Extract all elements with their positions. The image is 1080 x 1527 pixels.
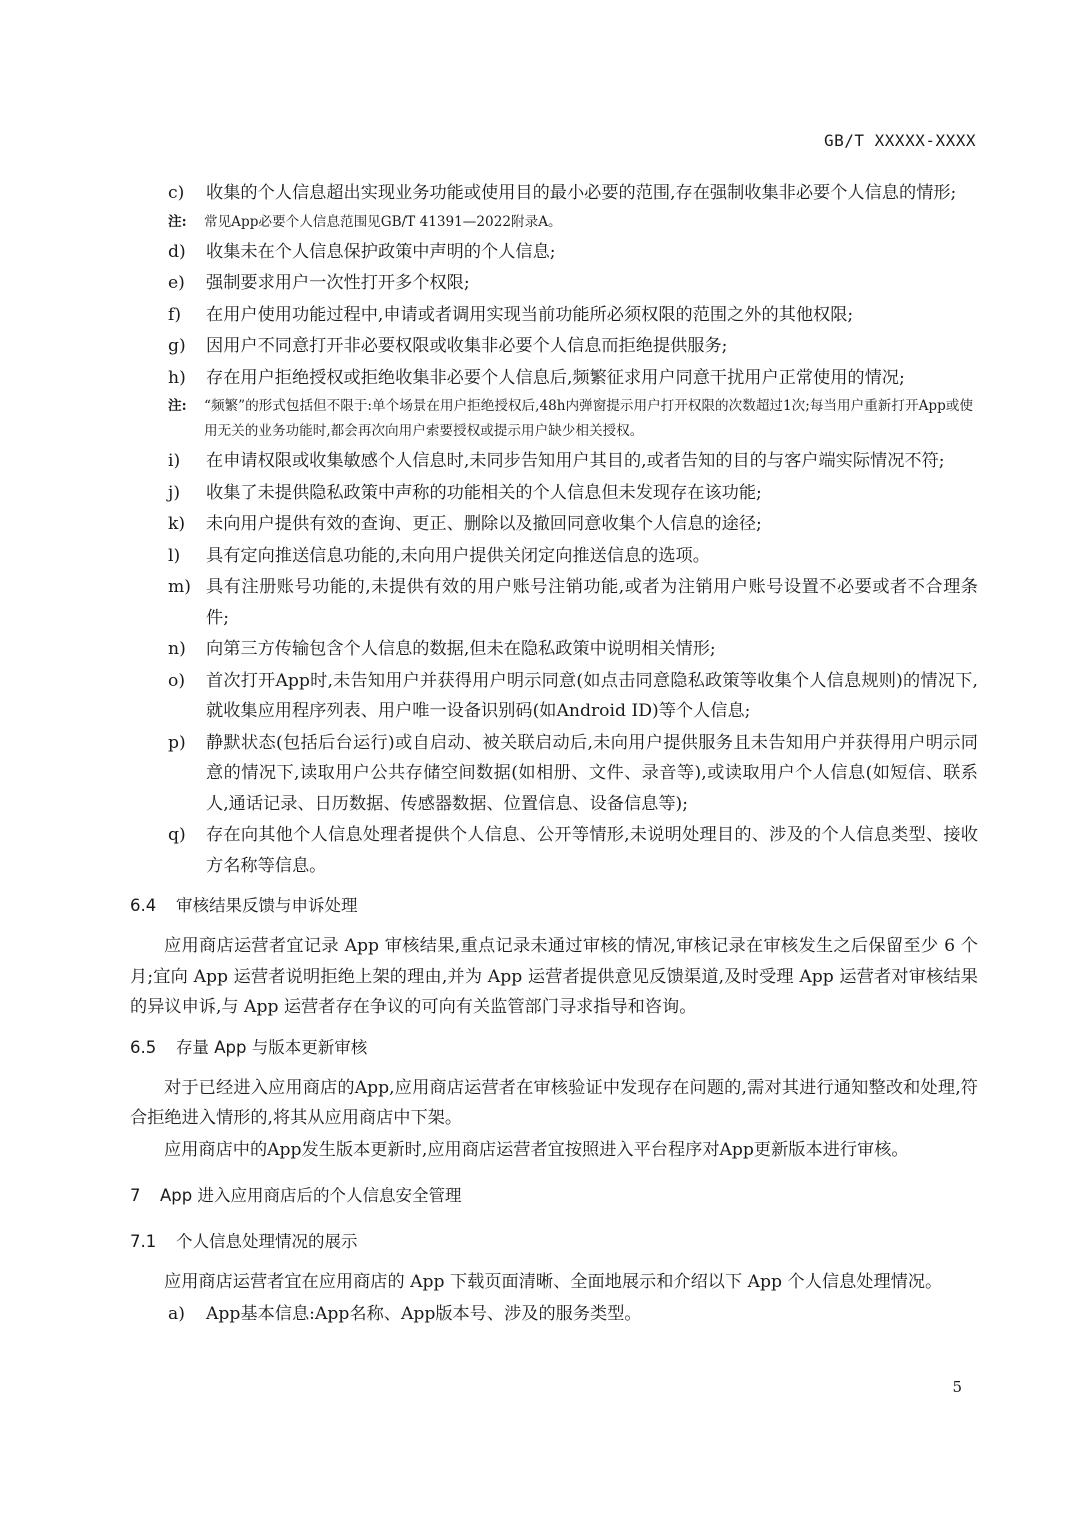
list-item-text: 存在用户拒绝授权或拒绝收集非必要个人信息后,频繁征求用户同意干扰用户正常使用的情况; — [206, 367, 905, 388]
list-item-text: 收集未在个人信息保护政策中声明的个人信息; — [206, 241, 556, 262]
note — [130, 210, 978, 235]
list-item-text: 向第三方传输包含个人信息的数据,但未在隐私政策中说明相关情形; — [206, 639, 716, 659]
section-heading-6-5 — [130, 1033, 978, 1063]
list-item-label: m) — [168, 577, 192, 597]
list-item — [130, 237, 978, 268]
list-item-label: a) — [168, 1303, 185, 1324]
list-item-text: 静默状态(包括后台运行)或自启动、被关联启动后,未向用户提供服务且未告知用户并获得用户明示同意的情况下,读取用户公共存储空间数据(如相册、文件、录音等),或读取用户个人信息(如短信、联系人,通话记录、日历数据、传感器数据、位置信息、设备信息等); — [206, 732, 978, 814]
list-item — [130, 820, 978, 881]
paragraph: 应用商店运营者宜记录 App 审核结果,重点记录未通过审核的情况,审核记录在审核发生之后保留至少 6 个月;宜向 App 运营者说明拒绝上架的理由,并为 App 运营者提供意见反馈渠道,及时受理 App 运营者对审核结果的异议申诉,与 App 运营者存在争议的可向有关监管部门寻求指导和咨询。 — [130, 936, 978, 1017]
document-body — [130, 178, 978, 1330]
list-item-text: 收集了未提供隐私政策中声称的功能相关的个人信息但未发现存在该功能; — [206, 482, 762, 503]
section-heading-7 — [130, 1181, 978, 1211]
list-item-text: 强制要求用户一次性打开多个权限; — [206, 273, 470, 293]
list-item — [130, 446, 978, 477]
list-item-label: p) — [168, 732, 186, 753]
section-title: App 进入应用商店后的个人信息安全管理 — [160, 1186, 462, 1205]
list-item — [130, 509, 978, 540]
list-item-label: e) — [168, 273, 185, 293]
section-heading-7-1 — [130, 1227, 978, 1257]
list-item-label: d) — [168, 241, 186, 262]
list-item-text: 未向用户提供有效的查询、更正、删除以及撤回同意收集个人信息的途径; — [206, 514, 762, 534]
list-item — [130, 268, 978, 299]
list-item-label: k) — [168, 514, 186, 534]
list-item — [130, 572, 978, 633]
list-item-label: q) — [168, 825, 186, 845]
section-number: 6.5 — [130, 1037, 157, 1057]
section-number: 7.1 — [130, 1232, 157, 1251]
list-item-label: f) — [168, 304, 182, 325]
section-number: 6.4 — [130, 896, 157, 915]
list-item-text: 收集的个人信息超出实现业务功能或使用目的最小必要的范围,存在强制收集非必要个人信息的情形; — [206, 183, 957, 203]
list-item-label: l) — [168, 545, 181, 566]
list-item — [130, 541, 978, 572]
paragraph: 应用商店运营者宜在应用商店的 App 下载页面清晰、全面地展示和介绍以下 App 个人信息处理情况。 — [164, 1272, 943, 1292]
list-item-text: 首次打开App时,未告知用户并获得用户明示同意(如点击同意隐私政策等收集个人信息规则)的情况下,就收集应用程序列表、用户唯一设备识别码(如Android ID)等个人信息; — [206, 670, 978, 721]
note — [130, 394, 978, 444]
list-item-label: j) — [168, 482, 181, 503]
page-number: 5 — [952, 1378, 962, 1396]
section-title: 存量 App 与版本更新审核 — [176, 1037, 368, 1057]
paragraph: 应用商店中的App发生版本更新时,应用商店运营者宜按照进入平台程序对App更新版本进行审核。 — [164, 1139, 909, 1160]
list-item — [130, 1299, 978, 1330]
list-item-text: 存在向其他个人信息处理者提供个人信息、公开等情形,未说明处理目的、涉及的个人信息类型、接收方名称等信息。 — [206, 825, 978, 876]
document-code: GB/T XXXXX-XXXX — [824, 131, 976, 150]
note-text: “频繁”的形式包括但不限于:单个场景在用户拒绝授权后,48h内弹窗提示用户打开权限的次数超过1次;每当用户重新打开App或使用无关的业务功能时,都会再次向用户索要授权或提示用户缺少相关授权。 — [204, 398, 973, 439]
list-item — [130, 300, 978, 331]
list-item — [130, 331, 978, 362]
list-item-label: o) — [168, 670, 186, 691]
section-title: 个人信息处理情况的展示 — [176, 1232, 358, 1251]
list-item-label: c) — [168, 183, 185, 203]
note-label: 注: — [168, 213, 187, 230]
section-number: 7 — [130, 1186, 141, 1205]
list-item — [130, 478, 978, 509]
list-item-label: i) — [168, 451, 181, 471]
section-title: 审核结果反馈与申诉处理 — [176, 896, 358, 915]
list-item — [130, 363, 978, 394]
note-label: 注: — [168, 398, 187, 414]
section-heading-6-4 — [130, 891, 978, 921]
list-item-label: h) — [168, 367, 186, 388]
list-item — [130, 178, 978, 209]
list-item-text: 具有注册账号功能的,未提供有效的用户账号注销功能,或者为注销用户账号设置不必要或者不合理条件; — [206, 577, 978, 628]
list-item — [130, 728, 978, 820]
list-item — [130, 666, 978, 727]
list-item-text: 具有定向推送信息功能的,未向用户提供关闭定向推送信息的选项。 — [206, 545, 710, 566]
list-item-text: 在申请权限或收集敏感个人信息时,未同步告知用户其目的,或者告知的目的与客户端实际情况不符; — [206, 451, 945, 471]
paragraph: 对于已经进入应用商店的App,应用商店运营者在审核验证中发现存在问题的,需对其进行通知整改和处理,符合拒绝进入情形的,将其从应用商店中下架。 — [130, 1077, 978, 1128]
list-item-label: g) — [168, 336, 186, 356]
list-item — [130, 634, 978, 665]
list-item-text: 在用户使用功能过程中,申请或者调用实现当前功能所必须权限的范围之外的其他权限; — [206, 304, 854, 325]
list-item-text: 因用户不同意打开非必要权限或收集非必要个人信息而拒绝提供服务; — [206, 336, 728, 356]
note-text: 常见App必要个人信息范围见GB/T 41391—2022附录A。 — [204, 213, 562, 230]
list-item-text: App基本信息:App名称、App版本号、涉及的服务类型。 — [206, 1303, 642, 1324]
list-item-label: n) — [168, 639, 186, 659]
